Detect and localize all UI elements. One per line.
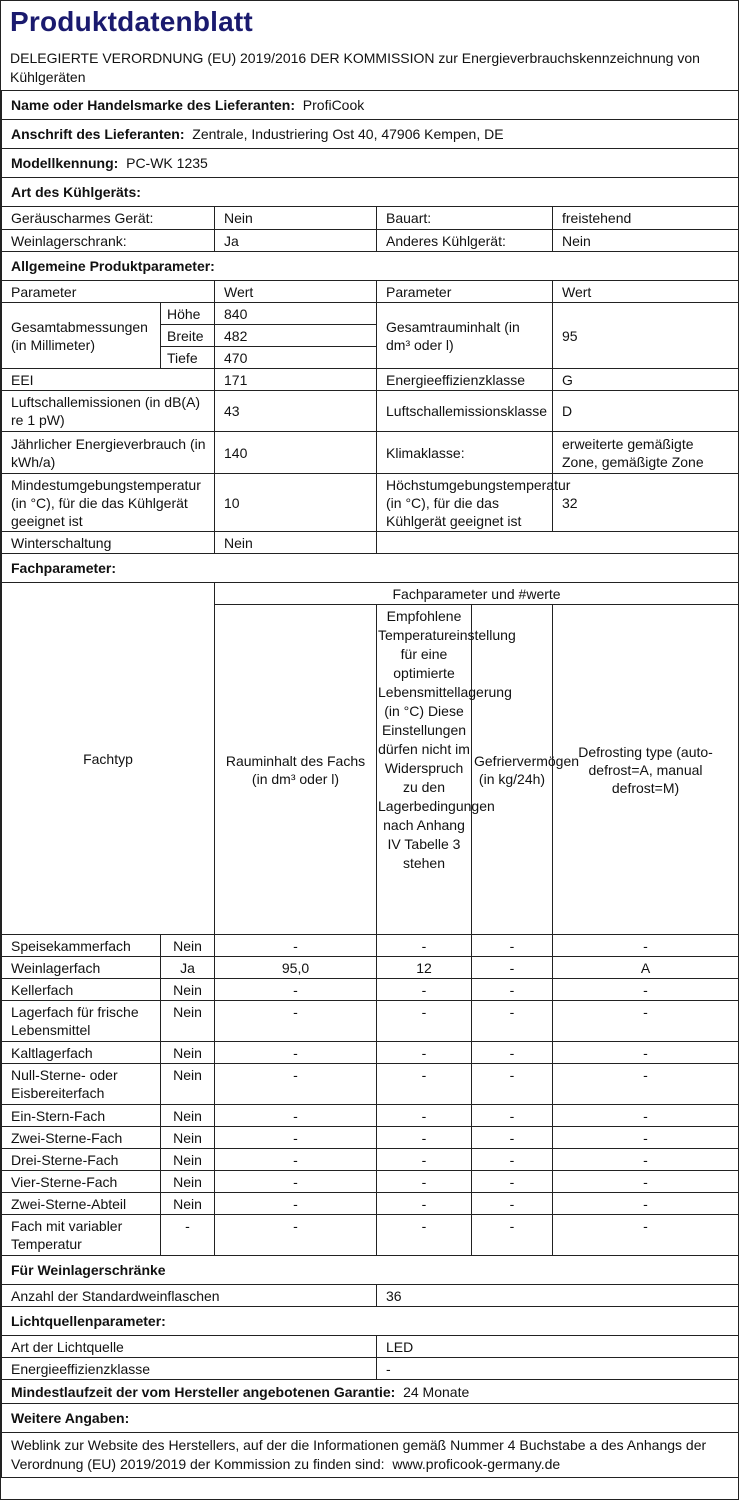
wine-bottles-label: Anzahl der Standardweinflaschen (2, 1285, 377, 1307)
compartment-freeze: - (472, 1215, 553, 1256)
data-sheet-table (1, 90, 739, 935)
winter-label: Winterschaltung (2, 532, 215, 554)
eec-value: G (553, 369, 739, 391)
compartment-freeze: - (472, 1042, 553, 1064)
noise-class-value: D (553, 391, 739, 432)
compartment-row (2, 1171, 739, 1193)
device-type-heading-row (2, 178, 739, 207)
compartment-freeze: - (472, 1001, 553, 1042)
compartment-temp: - (377, 1149, 472, 1171)
compartment-freeze: - (472, 1171, 553, 1193)
compartment-temp: - (377, 1215, 472, 1256)
further-heading: Weitere Angaben: (2, 1404, 739, 1433)
compartment-present: Nein (161, 1127, 215, 1149)
winter-row (2, 532, 739, 554)
volume-label: Gesamtrauminhalt (in dm³ oder l) (377, 303, 553, 369)
noise-class-label: Luftschallemissionsklasse (377, 391, 553, 432)
wine-heading: Für Weinlagerschränke (2, 1256, 739, 1285)
other-device-value: Nein (553, 230, 739, 252)
height-value: 840 (215, 303, 377, 325)
eei-row (2, 369, 739, 391)
supplier-address-row (2, 120, 739, 149)
compartment-defrost: - (553, 1149, 739, 1171)
compartment-freeze: - (472, 1127, 553, 1149)
regulation-subtitle: DELEGIERTE VERORDNUNG (EU) 2019/2016 DER KOMMISSION zur Energieverbrauchskennzeichnung von Kühlgeräten (10, 50, 700, 85)
eec-label: Energieeffizienzklasse (377, 369, 553, 391)
warranty-label: Mindestlaufzeit der vom Hersteller angebotenen Garantie: (11, 1383, 396, 1400)
device-type-row-2 (2, 230, 739, 252)
compartment-name: Kellerfach (2, 979, 161, 1001)
max-temp-label: Höchstumgebungstemperatur (in °C), für die das Kühlgerät geeignet ist (377, 474, 553, 532)
width-value: 482 (215, 325, 377, 347)
design-value: freistehend (553, 207, 739, 230)
compartment-freeze: - (472, 1149, 553, 1171)
param-header-2: Parameter (377, 281, 553, 303)
compartment-row (2, 957, 739, 979)
compartment-row (2, 1149, 739, 1171)
light-heading: Lichtquellenparameter: (2, 1307, 739, 1336)
compartment-volume: - (215, 1064, 377, 1105)
light-type-label: Art der Lichtquelle (2, 1336, 377, 1358)
dimensions-row-height (2, 303, 739, 325)
compartment-defrost: - (553, 1042, 739, 1064)
compartments-heading: Fachparameter: (2, 554, 739, 583)
supplier-address-value: Zentrale, Industriering Ost 40, 47906 Kempen, DE (192, 126, 504, 142)
winter-value: Nein (215, 532, 377, 554)
low-noise-value: Nein (215, 207, 377, 230)
compartment-group-header: Fachparameter und #werte (215, 583, 739, 605)
compartment-temp: - (377, 1105, 472, 1127)
compartment-volume: - (215, 979, 377, 1001)
compartment-present: Nein (161, 1193, 215, 1215)
compartment-volume: - (215, 1149, 377, 1171)
compartment-temp: - (377, 1001, 472, 1042)
compartment-row (2, 1042, 739, 1064)
compartment-volume: - (215, 935, 377, 957)
compartment-name: Zwei-Sterne-Fach (2, 1127, 161, 1149)
compartment-name: Speisekammerfach (2, 935, 161, 957)
compartment-name: Ein-Stern-Fach (2, 1105, 161, 1127)
compartment-temp-header: Empfohlene Temperatureinstellung für eine optimierte Lebensmittellagerung (in °C) Diese Einstellungen dürfen nicht im Widerspruch zu den Lagerbedingungen nach Anhang IV Tabelle 3 stehen (377, 605, 472, 935)
compartment-volume: 95,0 (215, 957, 377, 979)
compartment-defrost-header: Defrosting type (auto-defrost=A, manual defrost=M) (553, 605, 739, 935)
noise-row (2, 391, 739, 432)
compartment-name: Fach mit variabler Temperatur (2, 1215, 161, 1256)
compartment-volume: - (215, 1193, 377, 1215)
wine-cabinet-label: Weinlagerschrank: (2, 230, 215, 252)
wine-bottles-row (2, 1285, 739, 1307)
temperature-row (2, 474, 739, 532)
noise-label: Luftschallemissionen (in dB(A) re 1 pW) (2, 391, 215, 432)
manufacturer-link[interactable]: www.proficook-germany.de (392, 1456, 561, 1472)
compartment-row (2, 979, 739, 1001)
compartment-defrost: - (553, 1193, 739, 1215)
compartment-temp: - (377, 1193, 472, 1215)
compartment-defrost: - (553, 1171, 739, 1193)
compartment-freeze: - (472, 979, 553, 1001)
wine-bottles-value: 36 (377, 1285, 739, 1307)
compartment-present: Nein (161, 1105, 215, 1127)
compartment-volume: - (215, 1171, 377, 1193)
param-header: Parameter (2, 281, 215, 303)
model-label: Modellkennung: (11, 155, 119, 171)
compartment-row (2, 1215, 739, 1256)
compartment-volume: - (215, 1105, 377, 1127)
compartment-volume-header: Rauminhalt des Fachs (in dm³ oder l) (215, 605, 377, 935)
compartment-name: Vier-Sterne-Fach (2, 1171, 161, 1193)
supplier-name-value: ProfiCook (302, 97, 365, 113)
compartment-present: Nein (161, 1171, 215, 1193)
compartment-volume: - (215, 1215, 377, 1256)
other-device-label: Anderes Kühlgerät: (377, 230, 553, 252)
compartment-row (2, 1064, 739, 1105)
design-label: Bauart: (377, 207, 553, 230)
energy-value: 140 (215, 432, 377, 474)
compartment-temp: - (377, 1042, 472, 1064)
compartment-present: Ja (161, 957, 215, 979)
energy-label: Jährlicher Energieverbrauch (in kWh/a) (2, 432, 215, 474)
compartment-present: Nein (161, 1042, 215, 1064)
compartment-defrost: - (553, 1127, 739, 1149)
dimensions-label: Gesamtabmessungen (in Millimeter) (2, 303, 161, 369)
compartment-defrost: A (553, 957, 739, 979)
compartment-name: Null-Sterne- oder Eisbereiterfach (2, 1064, 161, 1105)
compartment-name: Lagerfach für frische Lebensmittel (2, 1001, 161, 1042)
noise-value: 43 (215, 391, 377, 432)
compartment-row (2, 1193, 739, 1215)
climate-label: Klimaklasse: (377, 432, 553, 474)
device-type-row-1 (2, 207, 739, 230)
light-eec-label: Energieeffizienzklasse (2, 1358, 377, 1380)
compartment-row (2, 1001, 739, 1042)
general-header-row (2, 281, 739, 303)
volume-value: 95 (553, 303, 739, 369)
supplier-name-row (2, 91, 739, 120)
compartment-type-header: Fachtyp (2, 583, 215, 935)
value-header-2: Wert (553, 281, 739, 303)
device-type-heading: Art des Kühlgeräts: (2, 178, 739, 207)
compartment-name: Drei-Sterne-Fach (2, 1149, 161, 1171)
compartment-volume: - (215, 1001, 377, 1042)
light-type-row (2, 1336, 739, 1358)
general-heading: Allgemeine Produktparameter: (2, 252, 739, 281)
compartment-freeze: - (472, 1105, 553, 1127)
compartment-defrost: - (553, 935, 739, 957)
energy-row (2, 432, 739, 474)
compartment-freeze: - (472, 935, 553, 957)
compartment-name: Kaltlagerfach (2, 1042, 161, 1064)
further-heading-row (2, 1404, 739, 1433)
compartment-freeze: - (472, 1193, 553, 1215)
compartment-name: Zwei-Sterne-Abteil (2, 1193, 161, 1215)
depth-value: 470 (215, 347, 377, 369)
compartment-present: Nein (161, 979, 215, 1001)
depth-label: Tiefe (161, 347, 215, 369)
compartment-defrost: - (553, 1001, 739, 1042)
light-eec-row (2, 1358, 739, 1380)
compartment-row (2, 1105, 739, 1127)
compartment-row (2, 935, 739, 957)
compartment-temp: 12 (377, 957, 472, 979)
page-title: Produktdatenblatt (10, 6, 253, 37)
compartment-present: Nein (161, 935, 215, 957)
light-heading-row (2, 1307, 739, 1336)
compartment-temp: - (377, 935, 472, 957)
min-temp-value: 10 (215, 474, 377, 532)
value-header: Wert (215, 281, 377, 303)
warranty-row (2, 1380, 739, 1404)
height-label: Höhe (161, 303, 215, 325)
compartment-temp: - (377, 1064, 472, 1105)
compartment-freeze-header: Gefriervermögen (in kg/24h) (472, 605, 553, 935)
general-heading-row (2, 252, 739, 281)
supplier-name-label: Name oder Handelsmarke des Lieferanten: (11, 97, 295, 113)
compartment-freeze: - (472, 1064, 553, 1105)
compartment-present: Nein (161, 1064, 215, 1105)
compartment-defrost: - (553, 1105, 739, 1127)
further-text-row (2, 1433, 739, 1478)
compartment-name: Weinlagerfach (2, 957, 161, 979)
climate-value: erweiterte gemäßigte Zone, gemäßigte Zone (553, 432, 739, 474)
low-noise-label: Geräuscharmes Gerät: (2, 207, 215, 230)
compartments-group-row (2, 583, 739, 605)
compartment-rows-table (1, 934, 739, 1256)
compartment-present: Nein (161, 1149, 215, 1171)
model-row (2, 149, 739, 178)
further-text: Weblink zur Website des Herstellers, auf der die Informationen gemäß Nummer 4 Buchstabe a des Anhangs der Verordnung (EU) 2019/2019 der Kommission zu finden sind: (11, 1437, 707, 1472)
compartment-freeze: - (472, 957, 553, 979)
footer-table (1, 1255, 739, 1478)
compartment-row (2, 1127, 739, 1149)
wine-heading-row (2, 1256, 739, 1285)
max-temp-value: 32 (553, 474, 739, 532)
warranty-value: 24 Monate (403, 1383, 470, 1400)
width-label: Breite (161, 325, 215, 347)
supplier-address-label: Anschrift des Lieferanten: (11, 126, 185, 142)
compartment-present: Nein (161, 1001, 215, 1042)
compartment-temp: - (377, 1127, 472, 1149)
compartment-defrost: - (553, 979, 739, 1001)
light-type-value: LED (377, 1336, 739, 1358)
compartment-defrost: - (553, 1064, 739, 1105)
empty-cell (377, 532, 739, 554)
eei-value: 171 (215, 369, 377, 391)
light-eec-value: - (377, 1358, 739, 1380)
compartment-present: - (161, 1215, 215, 1256)
model-value: PC-WK 1235 (126, 155, 208, 171)
wine-cabinet-value: Ja (215, 230, 377, 252)
min-temp-label: Mindestumgebungstemperatur (in °C), für die das Kühlgerät geeignet ist (2, 474, 215, 532)
compartment-volume: - (215, 1042, 377, 1064)
compartment-temp: - (377, 1171, 472, 1193)
compartment-temp: - (377, 979, 472, 1001)
eei-label: EEI (2, 369, 215, 391)
compartments-heading-row (2, 554, 739, 583)
compartment-volume: - (215, 1127, 377, 1149)
compartment-defrost: - (553, 1215, 739, 1256)
